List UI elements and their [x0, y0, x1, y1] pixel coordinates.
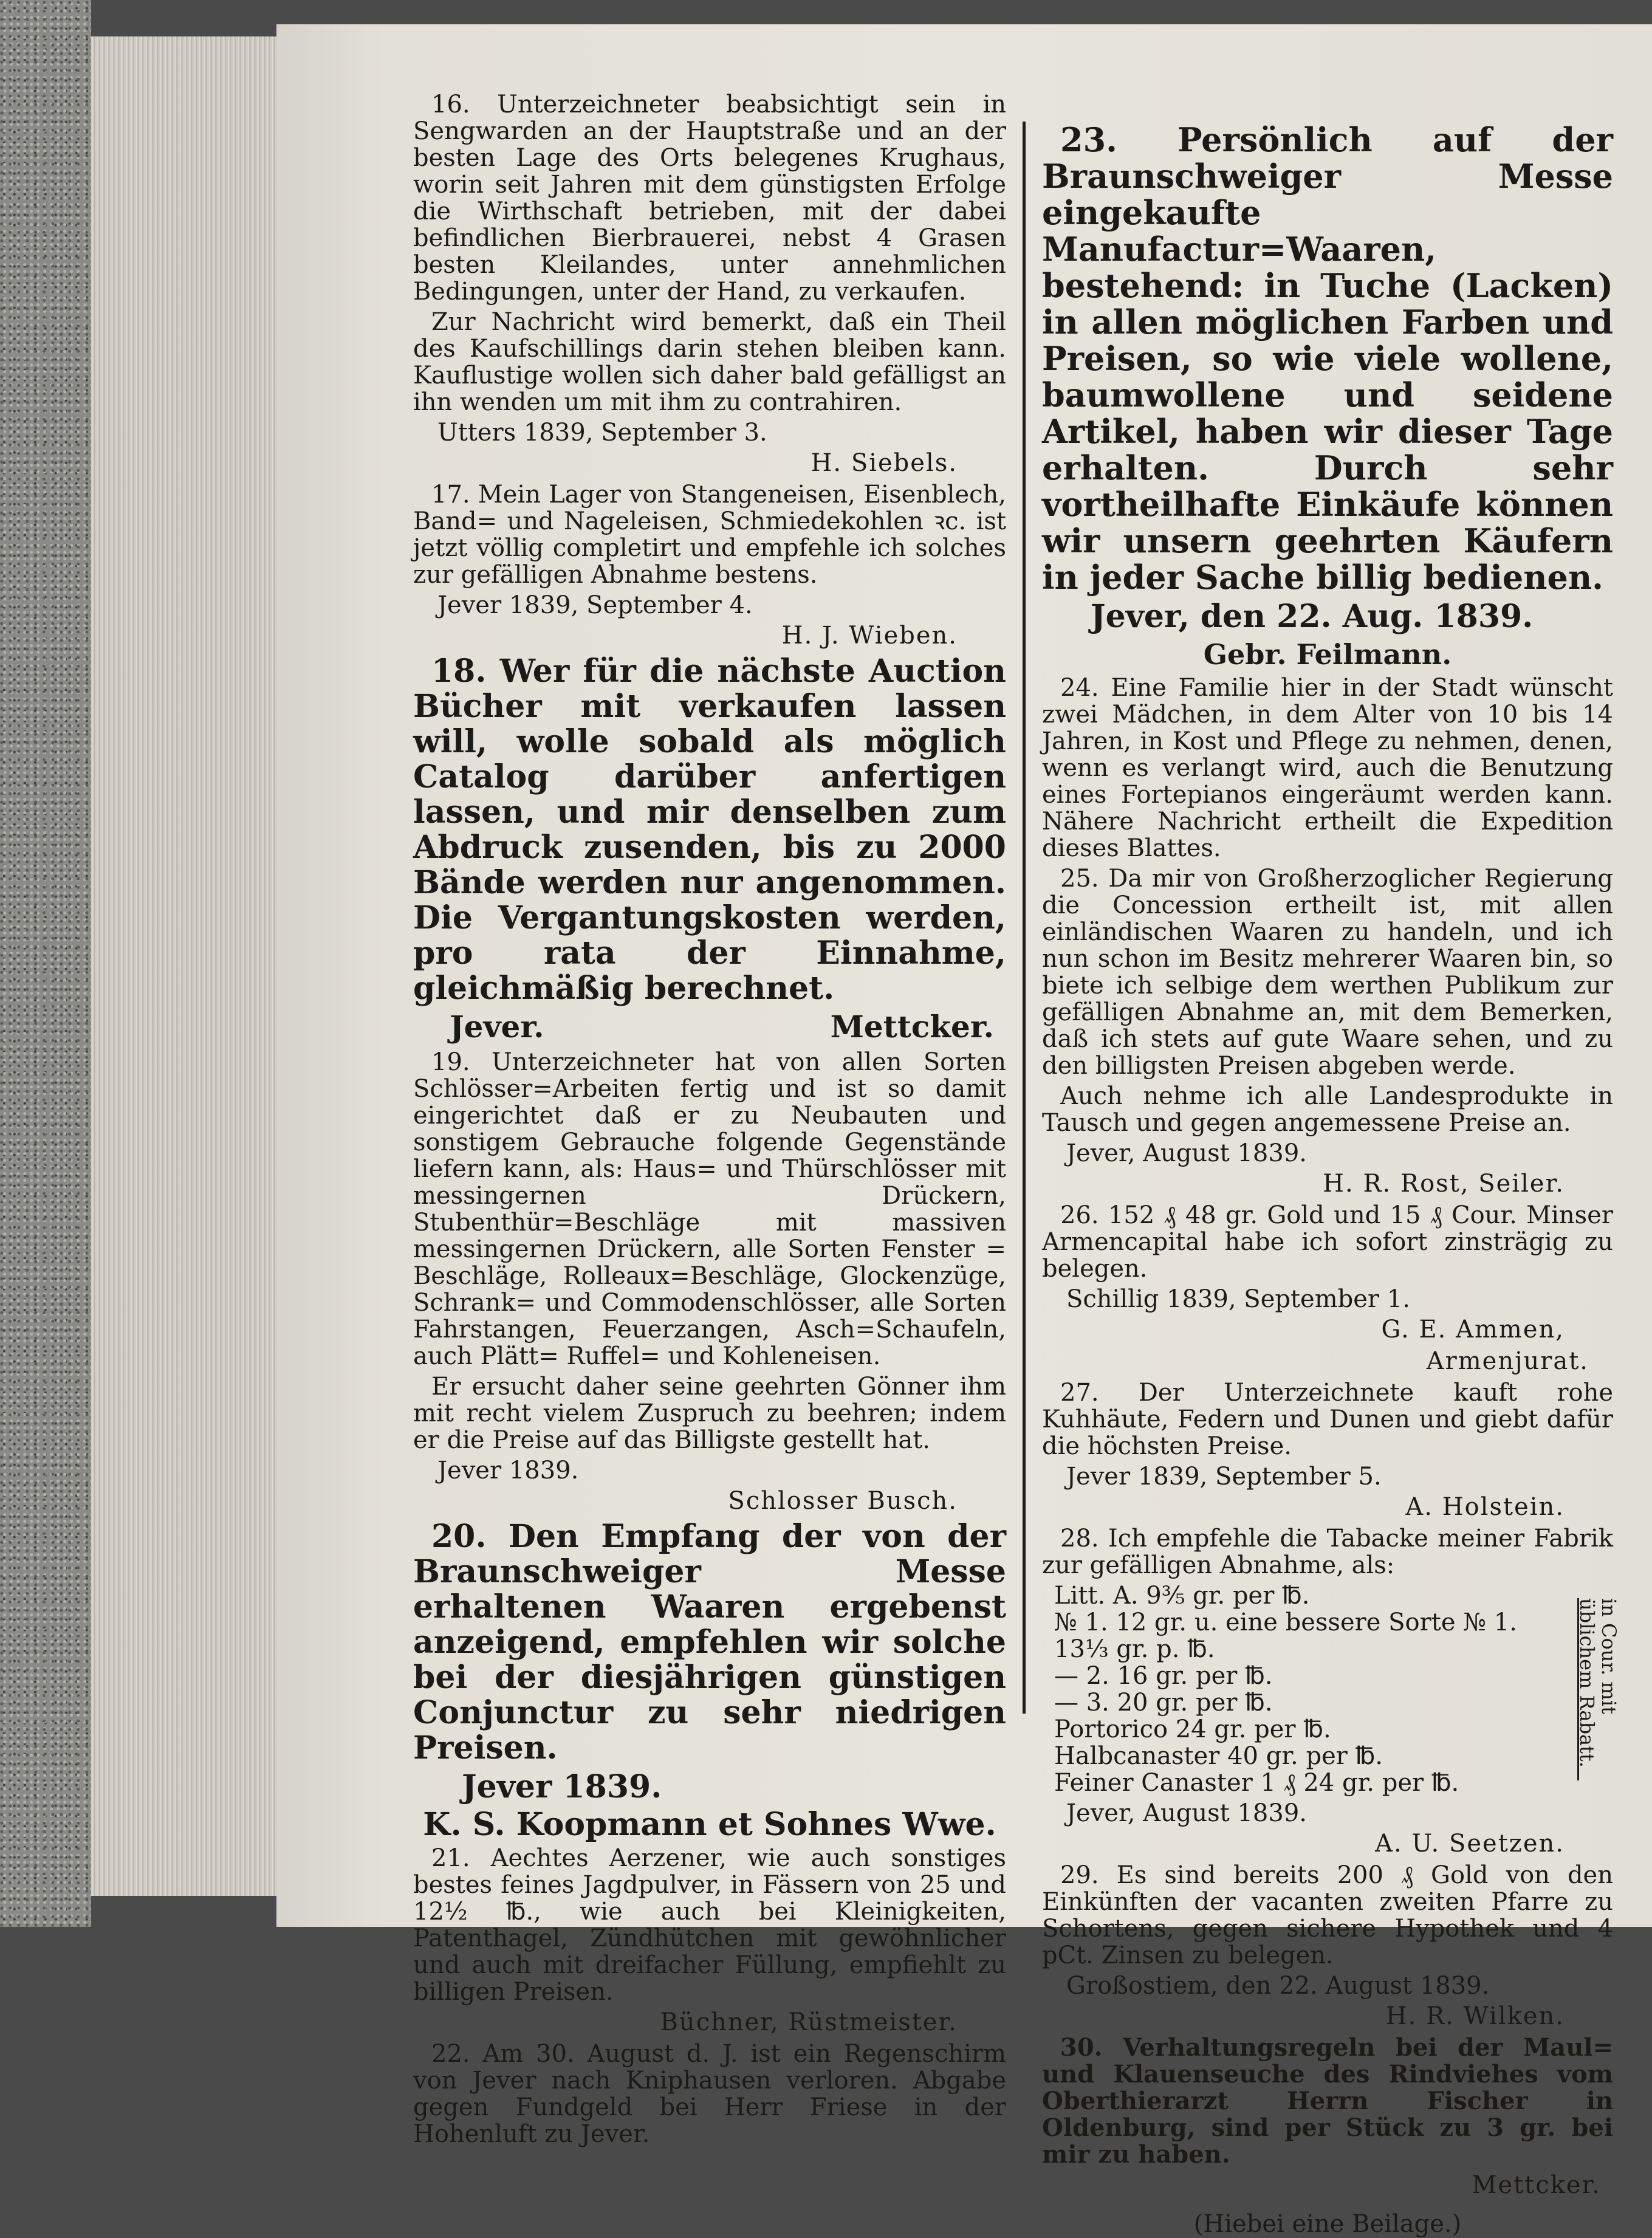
- notice-date: Utters 1839, September 3.: [437, 419, 767, 447]
- notice-24: [1042, 674, 1613, 862]
- notice-signature: Mettcker.: [830, 1009, 994, 1045]
- notice-text: 21. Aechtes Aerzener, wie auch sonstiges bestes feines Jagdpulver, in Fässern von 25 und 12½ ℔., wie auch bei Kleinigkeiten, Patenthagel, Zündhütchen mit gewöhnlicher und auch mit dreifacher Füllung, empfiehlt zu billigen Preisen.: [413, 1844, 1006, 2006]
- notice-text: Zur Nachricht wird bemerkt, daß ein Theil des Kaufschillings darin stehen bleiben kann. Kauflustige wollen sich daher bald gefälligst an ihn wenden um mit ihm zu contrahiren.: [413, 308, 1006, 416]
- notice-22: [413, 2041, 1006, 2147]
- notice-23: [1042, 122, 1613, 672]
- price-item: Portorico 24 gr. per ℔.: [1054, 1715, 1331, 1743]
- left-column: [413, 91, 1006, 2151]
- notice-text: 16. Unterzeichneter beabsichtigt sein in Sengwarden an der Hauptstraße und an der besten Lage des Orts belegenes Krughaus, worin seit Jahren mit dem günstigsten Erfolge die Wirthschaft betrieben, mit der dabei befindlichen Bierbrauerei, nebst 4 Grasen besten Kleilandes, unter annehmlichen Bedingungen, unter der Hand, zu verkaufen.: [413, 91, 1006, 306]
- notice-signature: G. E. Ammen,: [1381, 1316, 1565, 1344]
- book-cover-edge: [0, 0, 91, 1927]
- notice-20: [413, 1519, 1006, 1842]
- notice-17: [413, 481, 1006, 649]
- column-divider: [1023, 122, 1026, 1714]
- price-item: Halbcanaster 40 gr. per ℔.: [1054, 1742, 1383, 1770]
- notice-signature: Mettcker.: [1472, 2171, 1601, 2199]
- notice-19: [413, 1049, 1006, 1514]
- notice-text: 24. Eine Familie hier in der Stadt wünscht zwei Mädchen, in dem Alter von 10 bis 14 Jahren, in Kost und Pflege zu nehmen, denen, wenn es verlangt wird, auch die Benutzung eines Fortepianos eingeräumt werden kann. Nähere Nachricht ertheilt die Expedition dieses Blattes.: [1042, 674, 1613, 862]
- price-list: [1042, 1582, 1620, 1797]
- price-item: Feiner Canaster 1 ₰ 24 gr. per ℔.: [1054, 1769, 1459, 1797]
- price-item: № 1. 12 gr. u. eine bessere Sorte № 1. 13⅓ gr. p. ℔.: [1054, 1608, 1517, 1663]
- notice-text-large: 18. Wer für die nächste Auction Bücher mit verkaufen lassen will, wolle sobald als möglich Catalog darüber anfertigen lassen, und mir denselben zum Abdruck zusenden, bis zu 2000 Bände werden nur angenommen. Die Vergantungskosten werden, pro rata der Einnahme, gleichmäßig berechnet.: [413, 653, 1006, 1007]
- notice-signature: A. U. Seetzen.: [1375, 1830, 1565, 1858]
- notice-18: [413, 654, 1006, 1044]
- notice-25: [1042, 865, 1613, 1197]
- notice-30: [1042, 2034, 1613, 2199]
- notice-date: Jever 1839, September 5.: [1066, 1463, 1382, 1491]
- notice-date: Jever 1839.: [462, 1768, 662, 1805]
- notice-27: [1042, 1379, 1613, 1520]
- notice-text: 19. Unterzeichneter hat von allen Sorten Schlösser=Arbeiten fertig und ist so damit eingerichtet daß er zu Neubauten und sonstigem Gebrauche folgende Gegenstände liefern kann, als: Haus= und Thürschlösser mit messingernen Drückern, Stubenthür=Beschläge mit massiven messingernen Drückern, alle Sorten Fenster = Beschläge, Rolleaux=Beschläge, Glockenzüge, Schrank= und Commodenschlösser, alle Sorten Fahrstangen, Feuerzangen, Asch=Schaufeln, auch Plätt= Ruffel= und Kohleneisen.: [413, 1048, 1006, 1370]
- notice-signature: K. S. Koopmann et Sohnes Wwe.: [423, 1806, 996, 1843]
- notice-footer: [413, 1010, 1006, 1044]
- notice-date: Jever 1839.: [437, 1457, 579, 1485]
- notice-text: 26. 152 ₰ 48 gr. Gold und 15 ₰ Cour. Minser Armencapital habe ich sofort zinsträgig zu belegen.: [1042, 1201, 1613, 1283]
- price-lines: [1042, 1582, 1577, 1796]
- notice-text: 28. Ich empfehle die Tabacke meiner Fabrik zur gefälligen Abnahme, als:: [1042, 1525, 1613, 1579]
- price-item: Litt. A. 9⅗ gr. per ℔.: [1054, 1582, 1310, 1610]
- notice-date: Jever, August 1839.: [1066, 1799, 1307, 1827]
- notice-date: Großostiem, den 22. August 1839.: [1066, 1972, 1490, 2000]
- notice-signature-title: Armenjurat.: [1426, 1347, 1589, 1375]
- notice-place: Jever.: [450, 1009, 544, 1045]
- notice-29: [1042, 1862, 1613, 2030]
- notice-signature: H. R. Wilken.: [1385, 2002, 1565, 2030]
- notice-28: [1042, 1525, 1620, 1858]
- right-column: [1042, 120, 1620, 2238]
- notice-date: Schillig 1839, September 1.: [1066, 1285, 1410, 1313]
- price-item: — 3. 20 gr. per ℔.: [1054, 1689, 1273, 1717]
- notice-text-large: 20. Den Empfang der von der Braunschweiger Messe erhaltenen Waaren ergebenst anzeigend, empfehlen wir solche bei der diesjährigen günstigen Conjunctur zu sehr niedrigen Preisen.: [413, 1518, 1006, 1766]
- notice-signature: Büchner, Rüstmeister.: [660, 2008, 958, 2036]
- notice-text: 29. Es sind bereits 200 ₰ Gold von den Einkünften der vacanten zweiten Pfarre zu Schortens, gegen sichere Hypothek und 4 pCt. Zinsen zu belegen.: [1042, 1861, 1613, 1969]
- price-side-note: in Cour. mit üblichem Rabatt.: [1577, 1598, 1613, 1780]
- notice-text: 17. Mein Lager von Stangeneisen, Eisenblech, Band= und Nageleisen, Schmiedekohlen ꝛc. ist jetzt völlig completirt und empfehle ich solches zur gefälligen Abnahme bestens.: [413, 481, 1006, 589]
- notice-text: 30. Verhaltungsregeln bei der Maul= und Klauenseuche des Rindviehes vom Oberthierarzt Herrn Fischer in Oldenburg, sind per Stück zu 3 gr. bei mir zu haben.: [1042, 2033, 1613, 2169]
- notice-date: Jever, den 22. Aug. 1839.: [1091, 598, 1534, 635]
- notice-21: [413, 1845, 1006, 2036]
- notice-26: [1042, 1202, 1613, 1375]
- notice-date: Jever, August 1839.: [1066, 1139, 1307, 1167]
- notice-text-large: 23. Persönlich auf der Braunschweiger Messe eingekaufte Manufactur=Waaren, bestehend: in Tuche (Lacken) in allen möglichen Farben und Preisen, so wie viele wollene, baumwollene und seidene Artikel, haben wir dieser Tage erhalten. Durch sehr vortheilhafte Einkäufe können wir unsern geehrten Käufern in jeder Sache billig bedienen.: [1042, 120, 1613, 597]
- notice-text: Auch nehme ich alle Landesprodukte in Tausch und gegen angemessene Preise an.: [1042, 1082, 1613, 1137]
- notice-signature: H. J. Wieben.: [781, 622, 958, 650]
- notice-text: 22. Am 30. August d. J. ist ein Regenschirm von Jever nach Kniphausen verloren. Abgabe gegen Fundgeld bei Herr Friese in der Hohenluft zu Jever.: [413, 2040, 1006, 2148]
- notice-signature: H. Siebels.: [811, 449, 958, 477]
- notice-16: [413, 91, 1006, 476]
- notice-text: Er ersucht daher seine geehrten Gönner ihm mit recht vielem Zuspruch zu beehren; indem er die Preise auf das Billigste gestellt hat.: [413, 1373, 1006, 1454]
- supplement-note: (Hiebei eine Beilage.): [1193, 2210, 1462, 2238]
- notice-date: Jever 1839, September 4.: [437, 591, 753, 619]
- notice-signature: H. R. Rost, Seiler.: [1323, 1170, 1565, 1198]
- notice-text: 25. Da mir von Großherzoglicher Regierung die Concession ertheilt ist, mit allen einländischen Waaren zu handeln, und ich nun schon im Besitz mehrerer Waaren bin, so biete ich selbige dem werthen Publikum zur gefälligen Abnahme an, mit dem Bemerken, daß ich stets auf gute Waare sehen, und zu den billigsten Preisen abgeben werde.: [1042, 865, 1613, 1080]
- notice-signature: A. Holstein.: [1405, 1493, 1565, 1521]
- price-item: — 2. 16 gr. per ℔.: [1054, 1662, 1273, 1690]
- page-edges: [91, 36, 276, 1896]
- notice-signature: Gebr. Feilmann.: [1203, 638, 1452, 671]
- notice-text: 27. Der Unterzeichnete kauft rohe Kuhhäute, Federn und Dunen und giebt dafür die höchsten Preise.: [1042, 1379, 1613, 1460]
- notice-signature: Schlosser Busch.: [728, 1487, 958, 1515]
